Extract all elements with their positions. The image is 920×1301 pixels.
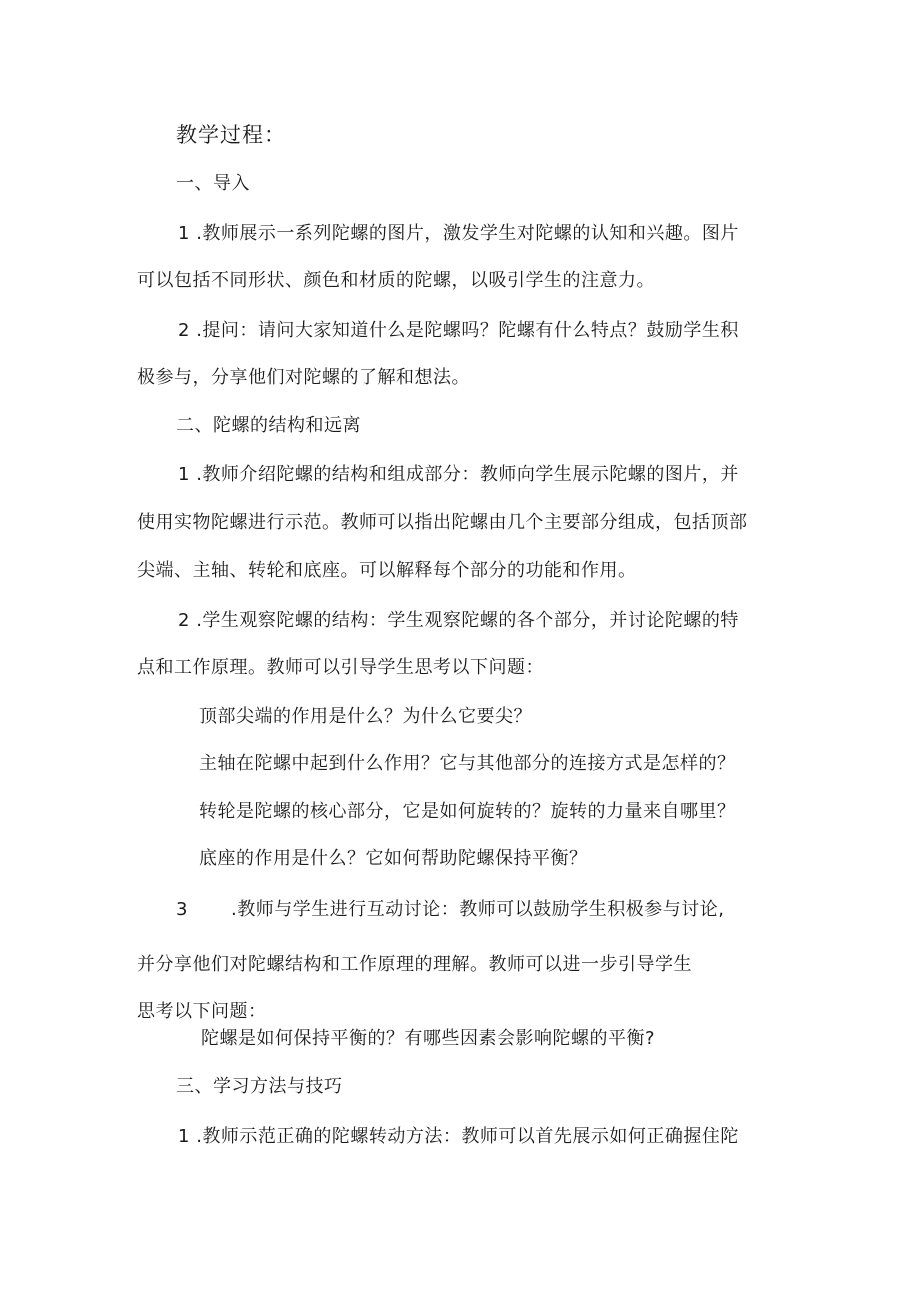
section-title-1: 一、导入	[176, 173, 250, 194]
paragraph-text: .学生观察陀螺的结构：学生观察陀螺的各个部分，并讨论陀螺的特	[196, 610, 739, 631]
page-title: 教学过程：	[176, 123, 286, 147]
section-title-2: 二、陀螺的结构和远离	[176, 415, 361, 436]
question-3: 转轮是陀螺的核心部分，它是如何旋转的？旋转的力量来自哪里？	[199, 801, 736, 822]
question-4: 底座的作用是什么？它如何帮助陀螺保持平衡？	[199, 848, 588, 869]
item-number: 3	[176, 899, 188, 920]
paragraph-text: .提问：请问大家知道什么是陀螺吗？陀螺有什么特点？鼓励学生积	[196, 320, 739, 341]
paragraph-2-1-line-3: 尖端、主轴、转轮和底座。可以解释每个部分的功能和作用。	[137, 560, 637, 581]
paragraph-2-1-line-1	[178, 463, 739, 487]
paragraph-text: .教师示范正确的陀螺转动方法：教师可以首先展示如何正确握住陀	[196, 1126, 739, 1147]
question-1: 顶部尖端的作用是什么？为什么它要尖？	[199, 706, 532, 727]
item-number: 1	[178, 1126, 190, 1147]
paragraph-3-1-line-1	[178, 1125, 739, 1149]
paragraph-text: .教师与学生进行互动讨论：教师可以鼓励学生积极参与讨论,	[231, 899, 725, 920]
paragraph-2-3-line-2: 并分享他们对陀螺结构和工作原理的理解。教师可以进一步引导学生	[137, 954, 692, 975]
question-5: 陀螺是如何保持平衡的？有哪些因素会影响陀螺的平衡?	[201, 1028, 656, 1049]
paragraph-1-1-line-2: 可以包括不同形状、颜色和材质的陀螺，以吸引学生的注意力。	[137, 270, 655, 291]
paragraph-2-1-line-2: 使用实物陀螺进行示范。教师可以指出陀螺由几个主要部分组成，包括顶部	[137, 512, 748, 533]
paragraph-1-2-line-2: 极参与，分享他们对陀螺的了解和想法。	[137, 367, 470, 388]
item-number: 1	[178, 464, 190, 485]
paragraph-1-2-line-1	[178, 319, 739, 343]
item-number: 2	[178, 320, 190, 341]
paragraph-text: .教师介绍陀螺的结构和组成部分：教师向学生展示陀螺的图片，并	[196, 464, 739, 485]
paragraph-1-1-line-1	[178, 222, 739, 246]
paragraph-2-3-line-3: 思考以下问题：	[137, 1001, 267, 1022]
paragraph-2-2-line-2: 点和工作原理。教师可以引导学生思考以下问题：	[137, 657, 544, 678]
item-number: 1	[178, 223, 190, 244]
question-2: 主轴在陀螺中起到什么作用？它与其他部分的连接方式是怎样的？	[199, 753, 736, 774]
item-number: 2	[178, 610, 190, 631]
paragraph-2-3-line-1	[176, 898, 724, 922]
paragraph-text: .教师展示一系列陀螺的图片，激发学生对陀螺的认知和兴趣。图片	[196, 223, 739, 244]
paragraph-2-2-line-1	[178, 609, 739, 633]
section-title-3: 三、学习方法与技巧	[176, 1076, 343, 1097]
